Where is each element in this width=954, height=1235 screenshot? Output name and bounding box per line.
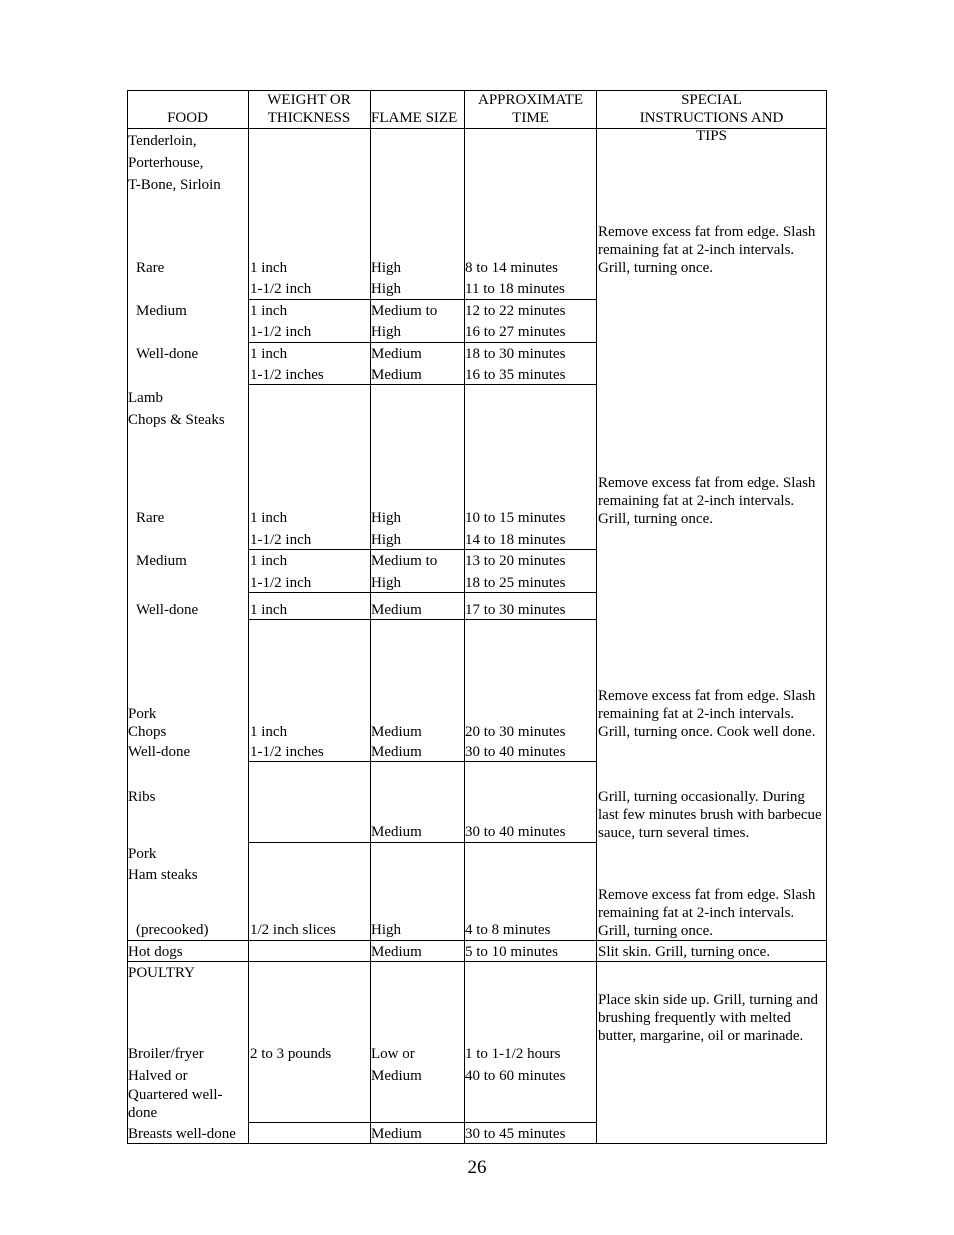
row-divider (127, 961, 827, 962)
tips-ribs: Grill, turning occasionally. During last few minutes brush with barbecue sauce, turn several times. (598, 789, 822, 841)
food-lamb-line1: Lamb (128, 390, 163, 406)
time-value: 16 to 27 minutes (465, 324, 566, 340)
flame-value: Medium (371, 744, 422, 760)
time-value: 11 to 18 minutes (465, 281, 565, 297)
flame-value: High (371, 324, 401, 340)
weight-value: 1-1/2 inch (250, 281, 312, 297)
flame-value: Medium (371, 346, 422, 362)
time-value: 18 to 30 minutes (465, 346, 566, 362)
weight-value: 1 inch (250, 303, 288, 319)
food-ham-line3: (precooked) (136, 922, 209, 938)
header-tips: SPECIAL INSTRUCTIONS AND TIPS (639, 92, 784, 144)
row-divider (248, 1122, 596, 1123)
flame-value: Medium to (371, 553, 438, 569)
column-divider (596, 90, 597, 1144)
row-divider (248, 619, 596, 620)
food-pork-line2: Chops (128, 724, 167, 740)
food-hot-dogs: Hot dogs (128, 944, 183, 960)
flame-value: Medium (371, 1126, 422, 1142)
food-lamb-line2: Chops & Steaks (128, 412, 225, 428)
header-time: APPROXIMATE TIME (477, 92, 583, 126)
weight-value: 2 to 3 pounds (250, 1046, 332, 1062)
weight-value: 1 inch (250, 553, 288, 569)
food-halved-line3: done (128, 1105, 158, 1121)
weight-value: 1-1/2 inches (250, 367, 324, 383)
weight-value: 1-1/2 inch (250, 324, 312, 340)
header-flame: FLAME SIZE (371, 110, 458, 126)
food-beef-line3: T-Bone, Sirloin (128, 177, 221, 193)
food-halved-line1: Halved or (128, 1068, 188, 1084)
doneness-rare: Rare (136, 510, 165, 526)
page-number: 26 (467, 1157, 487, 1178)
tips-pork-chops: Remove excess fat from edge. Slash remaining fat at 2-inch intervals. Grill, turning once. Cook well done. (598, 688, 816, 740)
weight-value: 1-1/2 inch (250, 575, 312, 591)
row-divider (248, 592, 596, 593)
time-value: 17 to 30 minutes (465, 602, 566, 618)
header-food: FOOD (167, 110, 208, 126)
row-divider (248, 842, 596, 843)
time-value: 12 to 22 minutes (465, 303, 566, 319)
flame-value: Medium (371, 944, 422, 960)
doneness-well-done: Well-done (136, 602, 199, 618)
time-value: 10 to 15 minutes (465, 510, 566, 526)
weight-value: 1-1/2 inch (250, 532, 312, 548)
food-beef-line2: Porterhouse, (128, 155, 204, 171)
flame-value: Medium (371, 724, 422, 740)
time-value: 30 to 45 minutes (465, 1126, 566, 1142)
row-divider (248, 342, 596, 343)
food-poultry: POULTRY (128, 965, 195, 981)
table-border-bottom (127, 1143, 827, 1144)
time-value: 5 to 10 minutes (465, 944, 558, 960)
weight-value: 1 inch (250, 602, 288, 618)
flame-value: Medium (371, 602, 422, 618)
flame-value: Medium (371, 367, 422, 383)
doneness-medium: Medium (136, 303, 187, 319)
tips-ham: Remove excess fat from edge. Slash remaining fat at 2-inch intervals. Grill, turning once. (598, 887, 816, 939)
flame-value: High (371, 922, 401, 938)
column-divider (248, 90, 249, 1144)
food-ribs: Ribs (128, 789, 156, 805)
flame-value: High (371, 281, 401, 297)
flame-value: High (371, 260, 401, 276)
food-halved-line2: Quartered well- (128, 1087, 223, 1103)
flame-value: Medium (371, 824, 422, 840)
time-value: 20 to 30 minutes (465, 724, 566, 740)
time-value: 4 to 8 minutes (465, 922, 551, 938)
time-value: 16 to 35 minutes (465, 367, 566, 383)
tips-lamb: Remove excess fat from edge. Slash remaining fat at 2-inch intervals. Grill, turning once. (598, 475, 816, 527)
row-divider (248, 549, 596, 550)
grilling-chart-table (127, 90, 827, 1144)
time-value: 8 to 14 minutes (465, 260, 558, 276)
weight-value: 1-1/2 inches (250, 744, 324, 760)
weight-value: 1 inch (250, 346, 288, 362)
row-divider (248, 299, 596, 300)
flame-value: Medium (371, 1068, 422, 1084)
tips-poultry: Place skin side up. Grill, turning and brushing frequently with melted butter, margarine, oil or marinade. (598, 992, 818, 1044)
food-pork-line1: Pork (128, 706, 157, 722)
time-value: 30 to 40 minutes (465, 744, 566, 760)
time-value: 30 to 40 minutes (465, 824, 566, 840)
tips-hot-dogs: Slit skin. Grill, turning once. (598, 944, 771, 960)
flame-value: Medium to (371, 303, 438, 319)
doneness-rare: Rare (136, 260, 165, 276)
time-value: 13 to 20 minutes (465, 553, 566, 569)
flame-value: High (371, 510, 401, 526)
flame-value: High (371, 575, 401, 591)
food-breasts: Breasts well-done (128, 1126, 236, 1142)
food-broiler: Broiler/fryer (128, 1046, 204, 1062)
tips-beef: Remove excess fat from edge. Slash remaining fat at 2-inch intervals. Grill, turning once. (598, 224, 816, 276)
doneness-medium: Medium (136, 553, 187, 569)
table-border-left (127, 90, 128, 1144)
weight-value: 1 inch (250, 260, 288, 276)
food-pork-line3: Well-done (128, 744, 191, 760)
weight-value: 1 inch (250, 510, 288, 526)
time-value: 1 to 1-1/2 hours (465, 1046, 561, 1062)
weight-value: 1 inch (250, 724, 288, 740)
flame-value: High (371, 532, 401, 548)
header-weight: WEIGHT OR THICKNESS (267, 92, 351, 126)
flame-value: Low or (371, 1046, 415, 1062)
time-value: 18 to 25 minutes (465, 575, 566, 591)
time-value: 40 to 60 minutes (465, 1068, 566, 1084)
food-ham-line2: Ham steaks (128, 867, 198, 883)
row-divider (127, 940, 827, 941)
doneness-well-done: Well-done (136, 346, 199, 362)
time-value: 14 to 18 minutes (465, 532, 566, 548)
weight-value: 1/2 inch slices (250, 922, 336, 938)
row-divider (248, 384, 596, 385)
row-divider (248, 761, 596, 762)
food-ham-line1: Pork (128, 846, 157, 862)
food-beef-line1: Tenderloin, (128, 133, 197, 149)
